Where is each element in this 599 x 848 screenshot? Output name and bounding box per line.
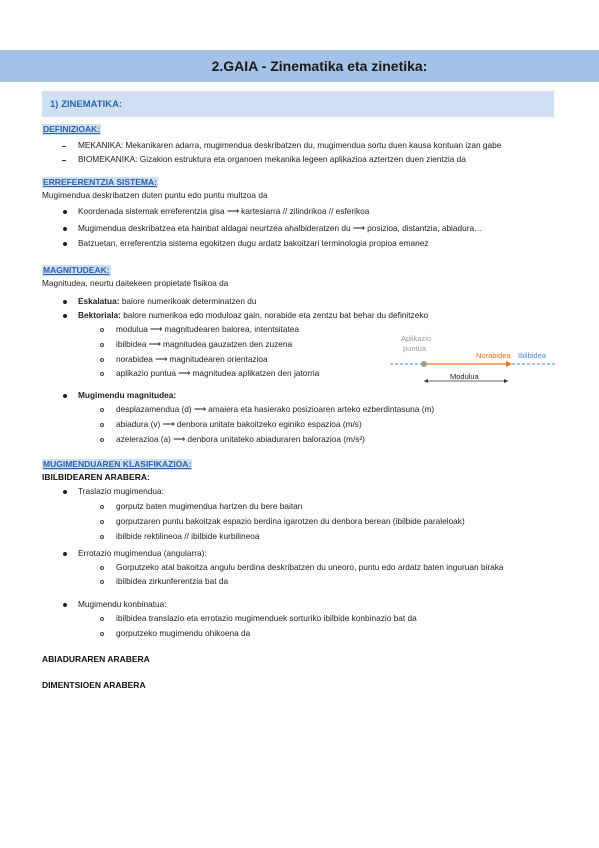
magnitudeak-intro: Magnitudea, neurtu daitekeen propietate fisikoa da (42, 278, 229, 288)
klasifikazioa-heading: MUGIMENDUAREN KLASIFIKAZIOA: (43, 459, 192, 469)
sub-item: ibilbidea ⟶ magnitudea gauzatzen den zuzena (116, 339, 293, 349)
diagram-label-ibilbidea: Ibilbidea (518, 351, 546, 360)
list-bullet (62, 146, 66, 147)
diagram-label-puntua: puntua (403, 344, 426, 353)
sub-item: azelerazioa (a) ⟶ denbora unitateko abiaduraren balorazioa (m/s²) (116, 434, 365, 444)
list-item: BIOMEKANIKA: Gizakion estruktura eta organoen mekanika legeen aplikazioa aztertzen duen zientzia da (78, 154, 466, 164)
sub-bullet (100, 632, 104, 636)
erreferentzia-heading: ERREFERENTZIA SISTEMA: (43, 177, 157, 187)
arrow-head-icon (506, 361, 512, 367)
sub-bullet (100, 535, 104, 539)
sub-item: Gorputzeko atal bakoitza angulu berdina deskribatzen du uneoro, puntu edo ardatz baten inguruan biraka (116, 562, 504, 572)
sub-bullet (100, 408, 104, 412)
sub-item: gorputz baten mugimendua hartzen du bere baitan (116, 501, 303, 511)
sub-bullet (100, 328, 104, 332)
ibilbidea-arabera-heading: IBILBIDEAREN ARABERA: (42, 472, 150, 482)
sub-item: ibilbidea zirkunferentzia bat da (116, 576, 229, 586)
sub-item: gorputzeko mugimendu ohikoena da (116, 628, 251, 638)
list-bullet (63, 603, 67, 607)
list-bullet (63, 227, 67, 231)
definizioak-heading: DEFINIZIOAK: (43, 124, 101, 134)
list-bullet (63, 210, 67, 214)
aplikazio-puntua-icon (421, 361, 427, 367)
list-item: Errotazio mugimendua (angularra): (78, 548, 207, 558)
list-item: Batzuetan, erreferentzia sistema egokitzen dugu ardatz bakoitzari terminologia propioa emanez (78, 238, 429, 248)
list-bullet (62, 160, 66, 161)
list-item (78, 310, 428, 321)
page-title: 2.GAIA - Zinematika eta zinetika: (211, 58, 428, 74)
section-heading-text: 1) ZINEMATIKA: (50, 99, 123, 110)
sub-item: abiadura (v) ⟶ denbora unitate bakoitzeko eginiko espazioa (m/s) (116, 419, 362, 429)
sub-item: aplikazio puntua ⟶ magnitudea aplikatzen den jatorria (116, 368, 320, 378)
eskalatua-label: Eskalatua: (78, 296, 120, 306)
list-bullet (63, 394, 67, 398)
erreferentzia-intro: Mugimendua deskribatzen duten puntu edo puntu multzoa da (42, 190, 268, 200)
vector-diagram (388, 330, 558, 388)
list-bullet (63, 242, 67, 246)
list-item: MEKANIKA: Mekanikaren adarra, mugimendua deskribatzen du, mugimendua sortu duen kausa kontuan izan gabe (78, 140, 502, 150)
list-item: Traslazio mugimendua: (78, 486, 164, 496)
sub-item: ibilbide rektilineoa // ibilbide kurbilineoa (116, 531, 260, 541)
sub-bullet (100, 520, 104, 524)
bektoriala-text: balore numerikoa edo moduloaz gain, norabide eta zentzu bat behar du definitzeko (120, 310, 429, 320)
sub-bullet (100, 372, 104, 376)
diagram-label-modulua: Modulua (450, 372, 479, 381)
diagram-label-aplikazio: Aplikazio (401, 334, 432, 343)
eskalatua-text: balore numerikoak determinatzen du (119, 296, 257, 306)
list-item: Mugimendua deskribatzea eta hainbat aldagai neurtzea ahalbideratzen du ⟶ posizioa, distantzia, abiadura… (78, 223, 483, 233)
mugimendu-magnitudea-label: Mugimendu magnitudea: (78, 390, 177, 400)
list-bullet (63, 300, 67, 304)
sub-bullet (100, 358, 104, 362)
list-item: Koordenada sistemak erreferentzia gisa ⟶ kartesiarra // zilindrikoa // esferikoa (78, 206, 370, 216)
magnitudeak-heading: MAGNITUDEAK: (43, 265, 110, 275)
sub-bullet (100, 566, 104, 570)
list-bullet (63, 552, 67, 556)
sub-bullet (100, 580, 104, 584)
bektoriala-label: Bektoriala: (78, 310, 121, 320)
list-item (78, 296, 257, 307)
title-bar (0, 50, 599, 82)
list-bullet (63, 490, 67, 494)
sub-bullet (100, 343, 104, 347)
dimentsio-arabera-heading: DIMENTSIOEN ARABERA (42, 680, 146, 690)
list-bullet (63, 314, 67, 318)
sub-item: modulua ⟶ magnitudearen balorea, intentsitatea (116, 324, 300, 334)
abiadura-arabera-heading: ABIADURAREN ARABERA (42, 654, 150, 664)
sub-item: ibilbidea translazio eta errotazio mugimenduek sorturiko ibilbide konbinazio bat da (116, 613, 417, 623)
sub-bullet (100, 617, 104, 621)
sub-item: desplazamendua (d) ⟶ amaiera eta hasierako posizioaren arteko ezberdintasuna (m) (116, 404, 435, 414)
list-item: Mugimendu konbinatua: (78, 599, 167, 609)
sub-bullet (100, 505, 104, 509)
sub-bullet (100, 438, 104, 442)
modulua-arrow-right-icon (504, 379, 508, 383)
sub-item: gorputzaren puntu bakoitzak espazio berdina igarotzen du denbora berean (ibilbide paraleloak) (116, 516, 465, 526)
modulua-arrow-left-icon (424, 379, 428, 383)
sub-item: norabidea ⟶ magnitudearen orientazioa (116, 354, 268, 364)
section-heading-zinematika (42, 91, 554, 117)
diagram-label-norabidea: Norabidea (476, 351, 511, 360)
sub-bullet (100, 423, 104, 427)
